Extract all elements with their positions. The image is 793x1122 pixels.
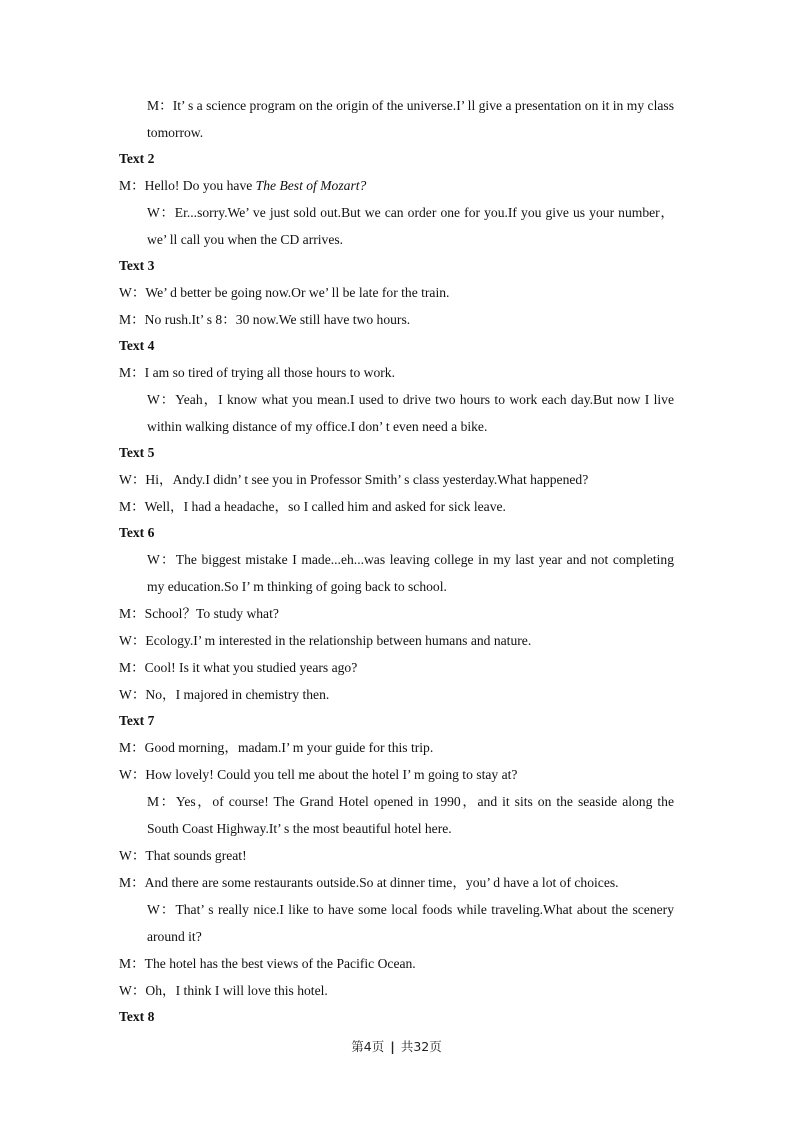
section-heading: Text 2	[119, 151, 155, 166]
album-title: The Best of Mozart?	[255, 178, 367, 193]
section-heading: Text 8	[119, 1009, 155, 1024]
dialogue-line: M：Good morning，madam.I’ m your guide for this trip.	[119, 740, 434, 755]
dialogue-line: W：Oh，I think I will love this hotel.	[119, 983, 328, 998]
dialogue-line: W：Er...sorry.We’ ve just sold out.But we can order one for you.If you give us your number，we’ ll call you when the CD arrives.	[147, 205, 674, 247]
dialogue-line: W：Yeah，I know what you mean.I used to drive two hours to work each day.But now I live within walking distance of my office.I don’ t even need a bike.	[147, 392, 674, 434]
dialogue-line: M：It’ s a science program on the origin of the universe.I’ ll give a presentation on it in my class tomorrow.	[147, 98, 674, 140]
dialogue-line: W：That’ s really nice.I like to have some local foods while traveling.What about the scenery around it?	[147, 902, 674, 944]
dialogue-line: W：Hi，Andy.I didn’ t see you in Professor Smith’ s class yesterday.What happened?	[119, 472, 589, 487]
dialogue-line: M：The hotel has the best views of the Pacific Ocean.	[119, 956, 416, 971]
dialogue-line: W：We’ d better be going now.Or we’ ll be late for the train.	[119, 285, 450, 300]
dialogue-line: W：That sounds great!	[119, 848, 247, 863]
page-footer	[0, 1037, 793, 1055]
dialogue-line	[119, 172, 674, 199]
section-heading: Text 6	[119, 525, 155, 540]
dialogue-text: M：Hello! Do you have	[119, 178, 256, 193]
section-heading: Text 3	[119, 258, 155, 273]
dialogue-line: M：And there are some restaurants outside.So at dinner time，you’ d have a lot of choices.	[119, 875, 619, 890]
dialogue-line: M：Well，I had a headache，so I called him and asked for sick leave.	[119, 499, 506, 514]
dialogue-line: M：Cool! Is it what you studied years ago?	[119, 660, 358, 675]
dialogue-line: W：The biggest mistake I made...eh...was leaving college in my last year and not completing my education.So I’ m thinking of going back to school.	[147, 552, 674, 594]
dialogue-line: M：Yes，of course! The Grand Hotel opened in 1990，and it sits on the seaside along the South Coast Highway.It’ s the most beautiful hotel here.	[147, 794, 674, 836]
dialogue-line: M：I am so tired of trying all those hours to work.	[119, 365, 395, 380]
section-heading: Text 5	[119, 445, 155, 460]
total-pages-label: 共32页	[400, 1039, 442, 1054]
current-page-label: 第4页	[351, 1039, 385, 1054]
section-heading: Text 4	[119, 338, 155, 353]
footer-separator: |	[390, 1039, 395, 1054]
dialogue-content	[119, 92, 674, 1030]
section-heading: Text 7	[119, 713, 155, 728]
dialogue-line: M：School？To study what?	[119, 606, 279, 621]
dialogue-line: W：Ecology.I’ m interested in the relationship between humans and nature.	[119, 633, 532, 648]
dialogue-line: W：No，I majored in chemistry then.	[119, 687, 330, 702]
dialogue-line: W：How lovely! Could you tell me about the hotel I’ m going to stay at?	[119, 767, 518, 782]
dialogue-line: M：No rush.It’ s 8：30 now.We still have two hours.	[119, 312, 411, 327]
